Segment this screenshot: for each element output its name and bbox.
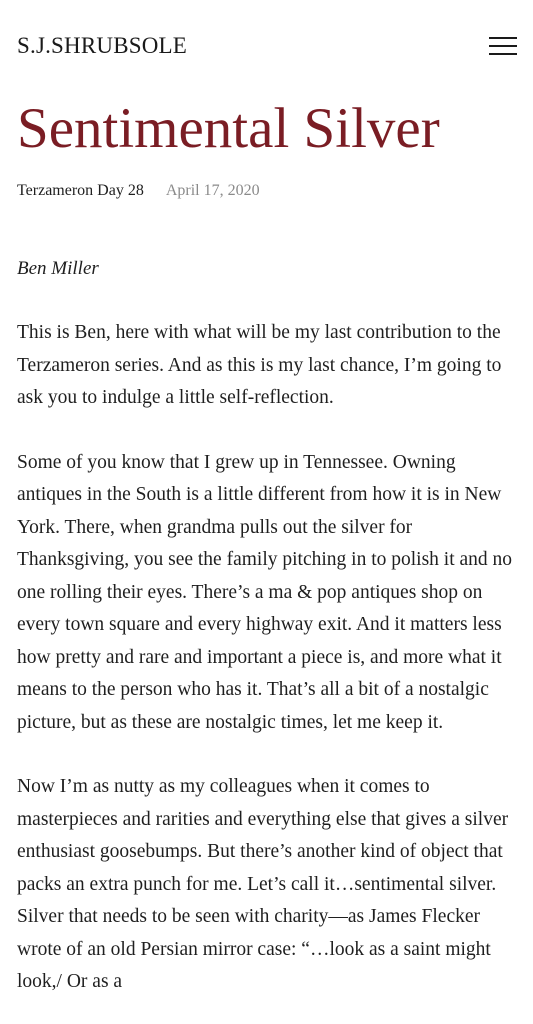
post-author: Ben Miller [17, 258, 99, 279]
menu-line [489, 45, 517, 47]
body-paragraph: Now I’m as nutty as my colleagues when it comes to masterpieces and rarities and everything else that gives a silver enthusiast goosebumps. But there’s another kind of object that packs an extra punch for me. Let’s call it…sentimental silver. Silver that needs to be seen with charity—as James Flecker wrote of an old Persian mirror case: “…look as a saint might look,/ Or as a [17, 776, 509, 992]
site-header [17, 0, 519, 96]
post-body [17, 317, 522, 1024]
body-paragraph: Some of you know that I grew up in Tennessee. Owning antiques in the South is a little different from how it is in New York. There, when grandma pulls out the silver for Thanksgiving, you see the family pitching in to polish it and no one rolling their eyes. There’s a ma & pop antiques shop on every town square and every highway exit. And it matters less how pretty and rare and important a piece is, and more what it means to the person who has it. That’s all a bit of a nostalgic picture, but as these are nostalgic times, let me keep it. [17, 451, 513, 733]
post-meta [17, 180, 260, 202]
post-date: April 17, 2020 [165, 182, 260, 199]
menu-line [489, 37, 517, 39]
site-logo[interactable]: S.J.SHRUBSOLE [17, 33, 188, 58]
menu-line [489, 53, 517, 55]
body-paragraph: This is Ben, here with what will be my last contribution to the Terzameron series. And as this is my last chance, I’m going to ask you to indulge a little self-reflection. [17, 322, 502, 408]
hamburger-menu-icon[interactable] [489, 34, 517, 58]
page-title: Sentimental Silver [17, 97, 440, 160]
post-category-link[interactable]: Terzameron Day 28 [17, 182, 144, 199]
